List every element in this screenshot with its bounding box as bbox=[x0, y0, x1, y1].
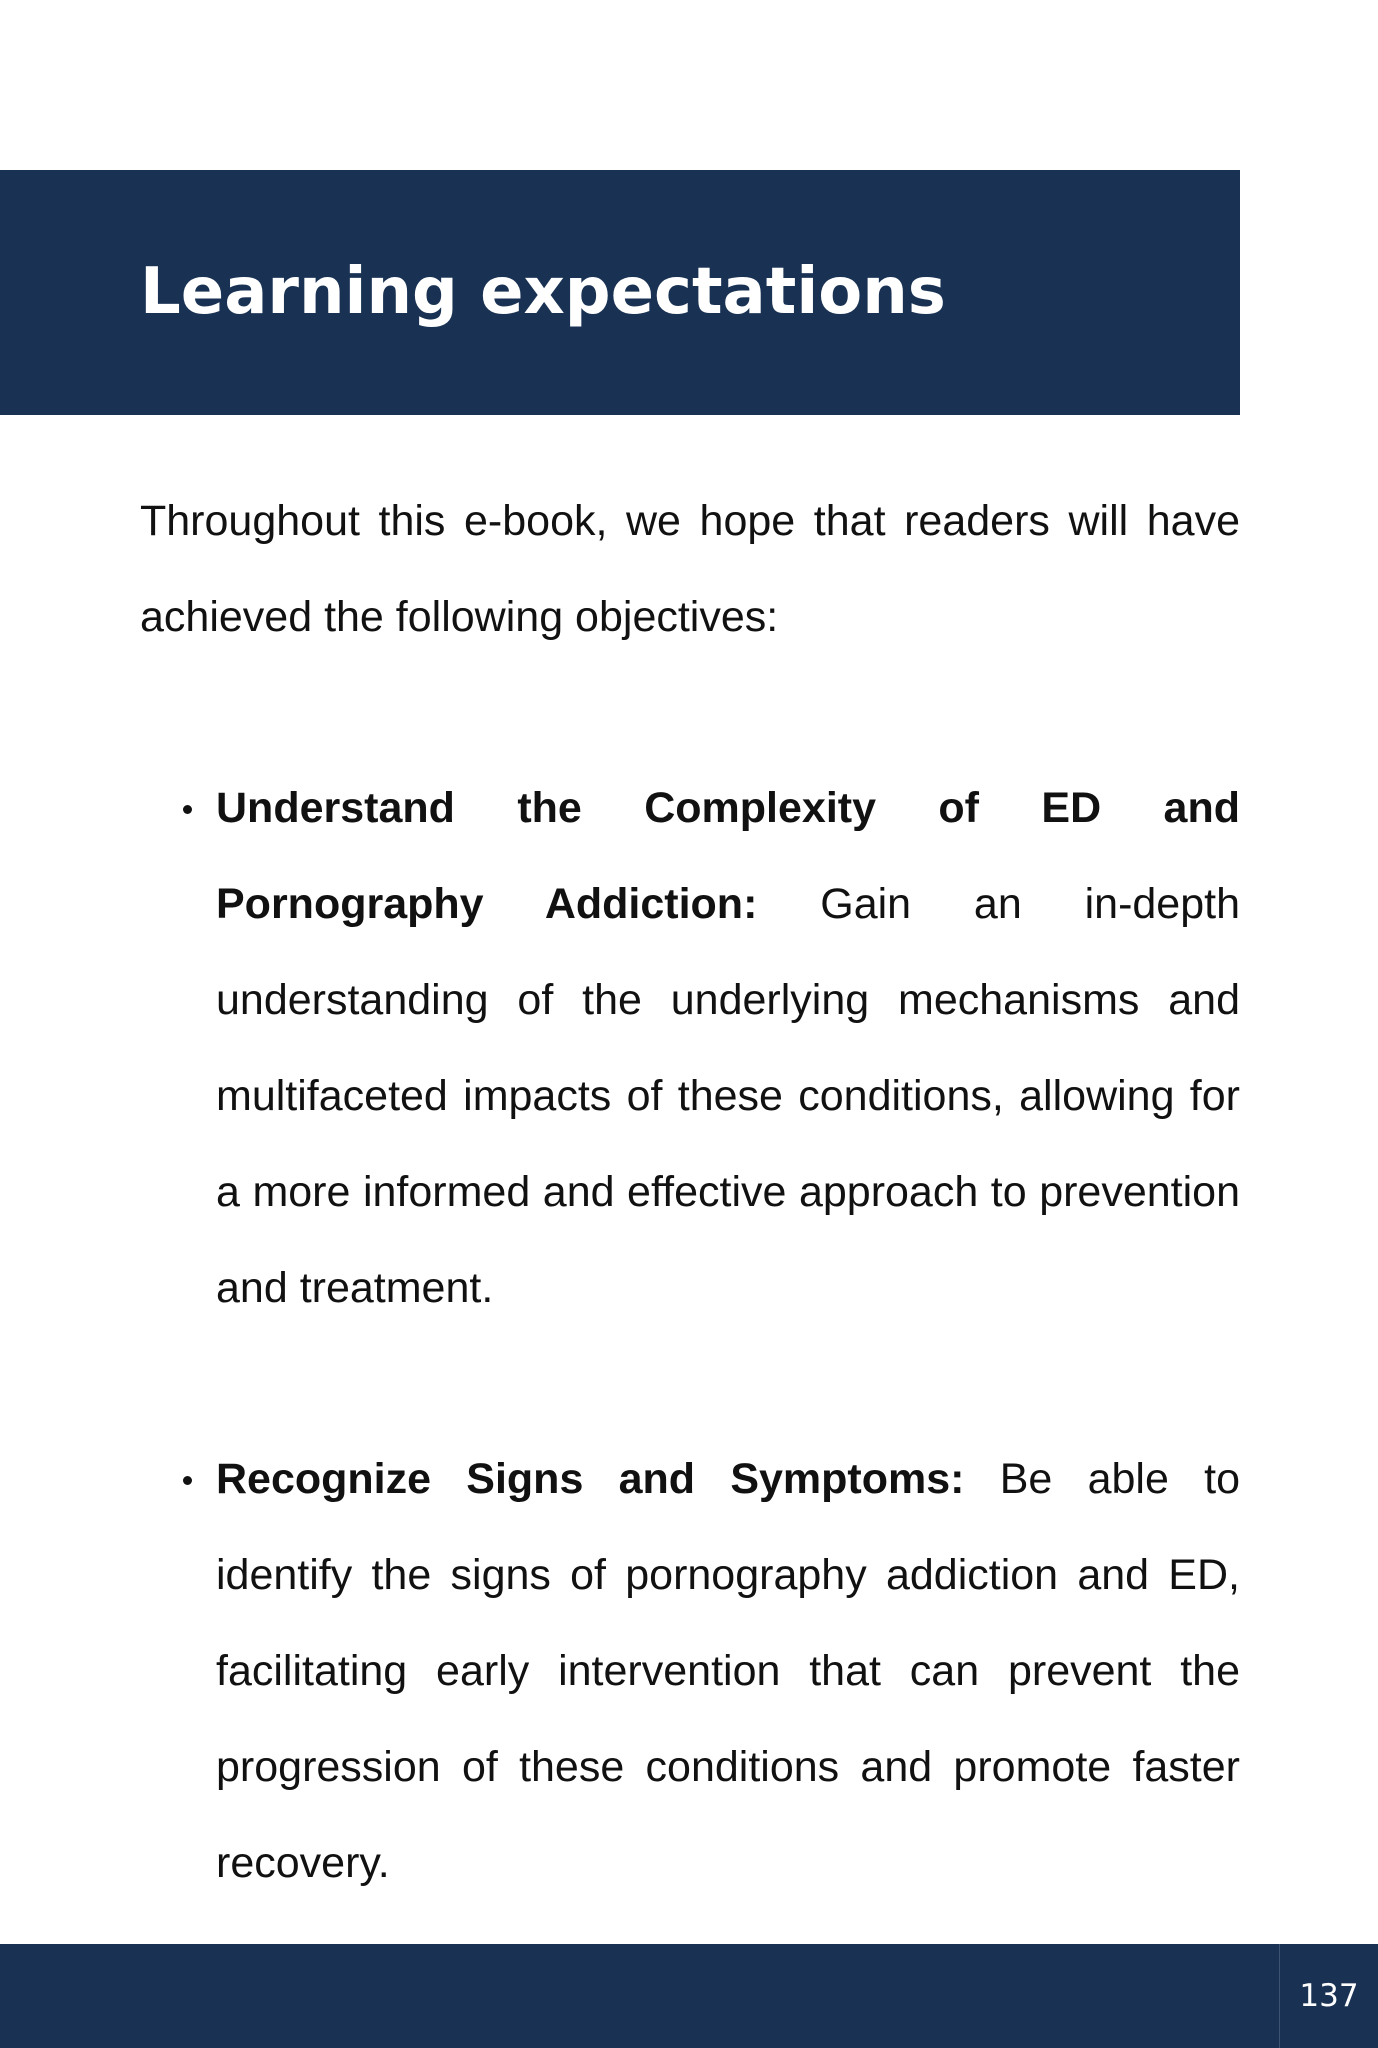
objective-body: Gain an in-depth understanding of the underlying mechanisms and multifaceted impacts of these conditions, allowing for a more informed and effective approach to prevention and treatment. bbox=[216, 880, 1240, 1312]
bullet-icon bbox=[183, 805, 192, 814]
objective-body: Be able to identify the signs of pornography addiction and ED, facilitating early intervention that can prevent the progression of these conditions and promote faster recovery. bbox=[216, 1455, 1240, 1887]
objective-text bbox=[216, 1431, 1240, 1911]
objective-heading: Understand the Complexity of ED and Pornography Addiction: bbox=[216, 784, 1240, 928]
page-number: 137 bbox=[1299, 1978, 1359, 2014]
intro-paragraph: Throughout this e-book, we hope that readers will have achieved the following objectives: bbox=[140, 497, 1240, 641]
footer-bar bbox=[0, 1944, 1378, 2048]
objective-complexity bbox=[140, 760, 1240, 1336]
objective-heading: Recognize Signs and Symptoms: bbox=[216, 1455, 965, 1503]
bullet-icon bbox=[183, 1476, 192, 1485]
objective-text bbox=[216, 760, 1240, 1336]
page-title: Learning expectations bbox=[140, 255, 946, 329]
objective-signs bbox=[140, 1431, 1240, 1911]
page-number-box bbox=[1279, 1944, 1378, 2048]
